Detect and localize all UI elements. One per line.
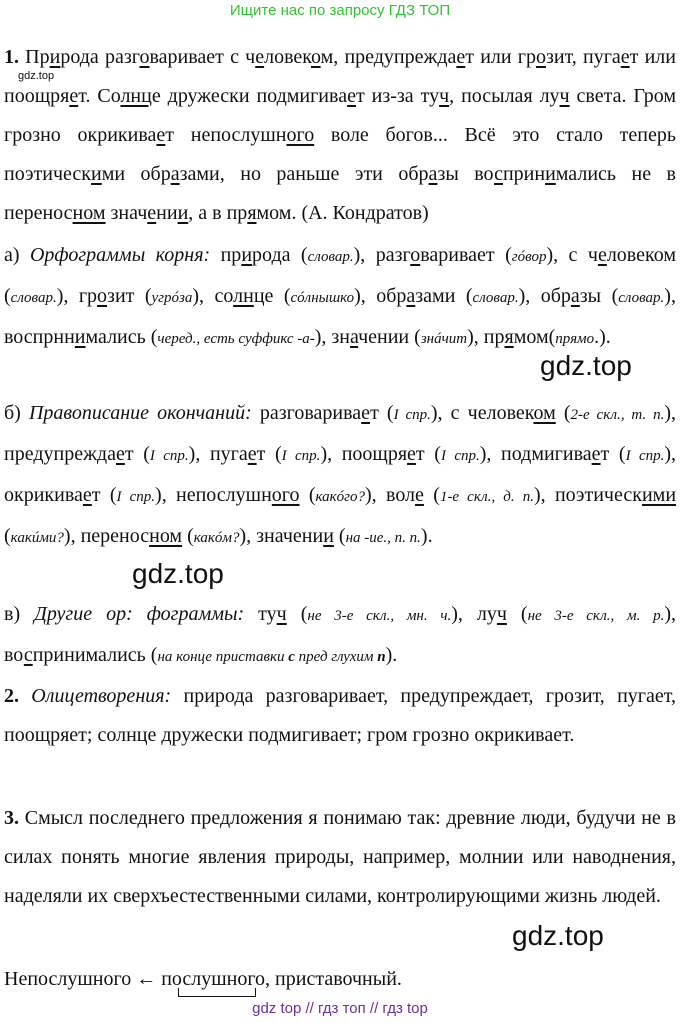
text: варивает ( [420,244,512,266]
orthogram: е [415,484,424,506]
orthogram: о [535,46,546,68]
section-heading: Орфограммы корня: [29,244,211,266]
orthogram: а [406,285,416,307]
text: це ( [253,285,291,307]
text: ), поощря [320,443,408,465]
section-c [4,595,676,677]
text: ), гр [56,285,98,307]
note: какóго? [315,489,366,505]
text: ( [423,484,440,506]
text: Смысл последнего предложения я понимаю так: древние люди, будучи не в силах понять многие явления природы, например, молнии или наводнения, наделяли их сверхъестественными силами, контролирующими жизнь людей. [4,807,676,907]
orthogram: я [504,326,514,348]
text: ( [4,525,11,547]
text: ни [156,202,178,224]
section-heading: Другие ор: фограммы: [34,603,245,625]
orthogram: е [407,443,416,465]
orthogram: е [147,202,157,224]
note: гóвор [511,249,547,265]
text: зами ( [415,285,473,307]
note: на конце приставки [157,649,289,665]
orthogram: ч [496,603,507,625]
orthogram: о [97,285,108,307]
orthogram: е [361,402,371,424]
section-heading: Правописание окончаний: [28,402,252,424]
text: зы во [437,163,495,185]
note: какóм? [193,530,240,546]
orthogram: е [597,244,607,266]
note: черед., есть суффикс -а- [157,331,315,347]
orthogram: и [323,525,334,547]
note: словар. [618,290,665,306]
text: ), со [192,285,234,307]
paragraph-number: 1. [4,46,19,68]
text: т или гр [465,46,536,68]
orthogram: е [255,46,265,68]
text: т или поощря [4,46,676,107]
prefix-bracket [178,988,256,997]
note: I спр. [149,448,189,464]
text: ), поэтическ [533,484,642,506]
orthogram: а [350,326,359,348]
orthogram: а [428,163,438,185]
orthogram: е [591,443,601,465]
text: ), с человек [430,402,534,424]
orthogram: е [347,85,356,107]
text: зы ( [579,285,619,307]
orthogram: е [115,443,125,465]
orthogram: е [620,46,630,68]
text: принимались ( [32,644,158,666]
text: ловеком ( [4,244,676,307]
text: ( [182,525,194,547]
section-b [4,394,676,558]
note: I спр. [281,448,321,464]
watermark: gdz.top [540,350,632,381]
text: т непослушн [165,124,287,146]
note: пред глухим [294,649,378,665]
orthogram: ном [72,202,106,224]
text: ( [333,525,346,547]
text: т ( [370,402,394,424]
watermark-small: gdz.top [18,70,55,82]
note: словар. [10,290,57,306]
text: ). [420,525,433,547]
orthogram: ого [286,124,315,146]
orthogram: и [91,163,102,185]
text: мались ( [85,326,158,348]
orthogram: я [247,202,257,224]
text: ), с ч [546,244,598,266]
orthogram: и [74,326,86,348]
orthogram: ими [641,484,677,506]
note: 1-е скл., д. п. [439,489,534,505]
orthogram: ч [276,603,287,625]
text: ловек [264,46,311,68]
text: т ( [124,443,150,465]
text: прин [502,163,546,185]
text: ), лу [451,603,497,625]
orthogram: и [545,163,556,185]
note: словар. [472,290,519,306]
text: т. Со [78,85,121,107]
text: разговарива [251,402,362,424]
text: Пр [19,46,50,68]
footer-links[interactable]: gdz top // гдз топ // гдз top [252,1000,428,1017]
text: мались не в перенос [4,163,676,224]
paragraph-3 [4,799,676,916]
text: т ( [600,443,626,465]
section-a [4,236,676,359]
word-formation: Непослушного ← послушного, приставочный. [4,968,402,990]
text: ( [555,402,571,424]
orthogram: с [494,163,503,185]
text: знач [105,202,148,224]
orthogram: с [23,644,33,666]
note-letter: с [288,649,295,665]
text: т ( [91,484,117,506]
text: ), окрикива [4,443,677,506]
text: рода разг [60,46,140,68]
orthogram: е [69,85,79,107]
text: ту [244,603,277,625]
note: какúми? [10,530,64,546]
watermark: gdz.top [512,920,604,951]
search-banner[interactable]: Ищите нас по запросу ГДЗ ТОП [229,2,451,19]
text: ), предупрежда [4,402,676,465]
text: ( [506,603,528,625]
orthogram: и [241,244,253,266]
text: ), обр [518,285,571,307]
text: ), во [4,603,676,666]
orthogram: е [156,124,166,146]
text: ), обр [354,285,407,307]
text: ), разг [353,244,411,266]
text: ), воспрнн [4,285,676,348]
note: 2-е скл., т. п. [570,407,665,423]
orthogram: лнц [120,85,152,107]
section-label: б) [4,402,29,424]
paragraph-2 [4,677,676,755]
text: ми обр [101,163,171,185]
text: м, предупрежда [320,46,457,68]
watermark: gdz.top [132,558,224,589]
text: ), вол [365,484,416,506]
text: пр [210,244,242,266]
orthogram: ом [533,402,556,424]
text: , а в пр [188,202,248,224]
text: зами, но раньше эти обр [179,163,429,185]
text: е дружески подмигива [151,85,348,107]
text: ), подмигива [479,443,592,465]
orthogram: о [310,46,321,68]
text: ), перенос [63,525,150,547]
note: не 3-е скл., мн. ч. [307,608,452,624]
note: I спр. [116,489,156,505]
text: ( [299,484,316,506]
text: света. Гром грозно окрикива [4,85,676,146]
section-label: в) [4,603,35,625]
orthogram: а [170,163,180,185]
orthogram: ном [149,525,183,547]
text: ), значени [239,525,324,547]
paragraph-number: 3. [4,807,19,829]
orthogram: лн [233,285,254,307]
section-label: а) [4,244,30,266]
note: I спр. [440,448,480,464]
text: т ( [256,443,282,465]
text: воле богов... Всё это стало теперь поэтическ [4,124,677,185]
orthogram: ч [439,85,450,107]
note: прямо [555,331,595,347]
text: , посылая лу [449,85,560,107]
text: мом( [513,326,556,348]
text: .). [594,326,611,348]
note-letter: п [377,649,386,665]
text: ), пр [467,326,505,348]
text: зит, пуга [545,46,621,68]
text: ). [385,644,398,666]
note: на -ие., п. п. [345,530,421,546]
orthogram: о [139,46,150,68]
orthogram: и [177,202,189,224]
text: зит ( [107,285,152,307]
text: природа разговаривает, предупреждает, грозит, пугает, поощряет; солнце дружески подмигивает; гром грозно окрикивает. [4,685,676,746]
orthogram: е [456,46,466,68]
text: ( [286,603,308,625]
text: чении ( [358,326,421,348]
orthogram: а [570,285,580,307]
section-heading: Олицетворения: [19,685,172,707]
note: угрóза [151,290,193,306]
note: I спр. [625,448,665,464]
orthogram: е [82,484,92,506]
text: рода ( [252,244,308,266]
orthogram: е [247,443,257,465]
text: т ( [415,443,441,465]
text: варивает с ч [149,46,256,68]
note: знáчит [420,331,468,347]
orthogram: ого [271,484,300,506]
note: словар. [307,249,354,265]
text: ), зн [314,326,351,348]
note: I спр. [393,407,431,423]
orthogram: и [49,46,61,68]
paragraph-number: 2. [4,685,19,707]
note: сóлнышко [290,290,355,306]
orthogram: о [410,244,421,266]
orthogram: ч [559,85,570,107]
note: не 3-е скл., м. р. [527,608,665,624]
text: т из-за ту [355,85,440,107]
text: мом. (А. Кондратов) [256,202,429,224]
text: ), пуга [188,443,248,465]
paragraph-1 [4,38,676,233]
text: ), непослушн [155,484,272,506]
